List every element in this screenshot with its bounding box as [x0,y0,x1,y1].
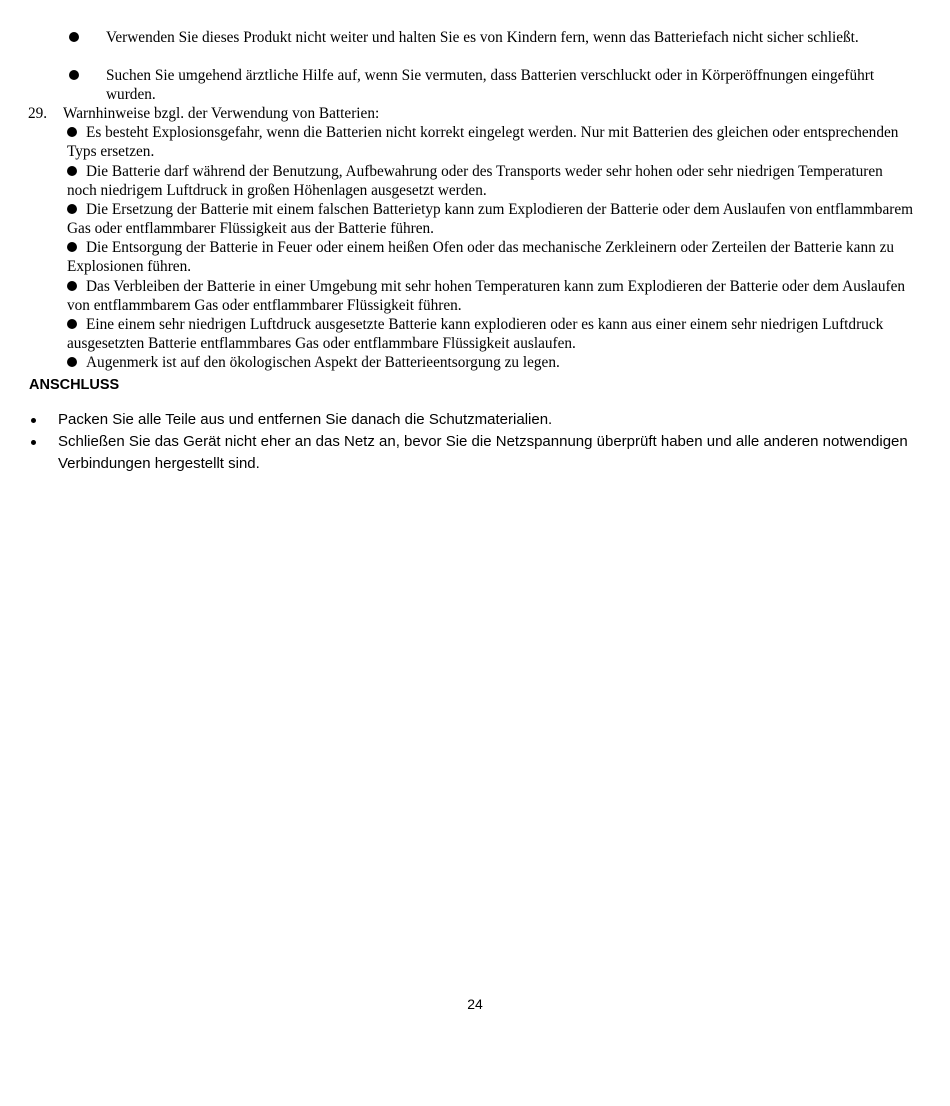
warning-item-text: Das Verbleiben der Batterie in einer Umgebung mit sehr hohen Temperaturen kann zum Explodieren der Batterie oder dem Auslaufen von entflammbarem Gas oder entflammbarer Flüssigkeit führen. [67,278,906,314]
list-item: Verwenden Sie dieses Produkt nicht weiter und halten Sie es von Kindern fern, wenn das Batteriefach nicht sicher schließt. [106,29,859,46]
list-item: Schließen Sie das Gerät nicht eher an das Netz an, bevor Sie die Netzspannung überprüft haben und alle anderen notwendigen Verbindungen hergestellt sind. [58,433,908,472]
page-number: 24 [467,996,483,1012]
bullet-dot-icon [67,357,77,367]
bullet-dot-icon [67,204,77,214]
warning-item-text: Die Entsorgung der Batterie in Feuer oder einem heißen Ofen oder das mechanische Zerkleinern oder Zerteilen der Batterie kann zu Explosionen führen. [67,239,895,275]
warning-item [67,238,915,276]
warning-item [67,353,915,372]
bullet-dot-icon [67,319,77,329]
bullet-dot-icon [31,418,36,423]
bullet-dot-icon [69,32,79,42]
list-item: Suchen Sie umgehend ärztliche Hilfe auf, wenn Sie vermuten, dass Batterien verschluckt oder in Körperöffnungen eingeführt wurden. [106,67,875,103]
warning-item-text: Die Ersetzung der Batterie mit einem falschen Batterietyp kann zum Explodieren der Batterie oder dem Auslaufen von entflammbarem Gas oder entflammbarer Flüssigkeit aus der Batterie führen. [67,201,914,237]
section-number: 29. [28,105,48,122]
warning-item-text: Augenmerk ist auf den ökologischen Aspekt der Batterieentsorgung zu legen. [86,354,560,371]
list-item: Packen Sie alle Teile aus und entfernen Sie danach die Schutzmaterialien. [58,411,553,428]
warning-item [67,123,915,161]
warning-item [67,277,915,315]
warning-item [67,315,915,353]
bullet-dot-icon [67,242,77,252]
warning-item-text: Es besteht Explosionsgefahr, wenn die Batterien nicht korrekt eingelegt werden. Nur mit Batterien des gleichen oder entsprechenden Typs ersetzen. [67,124,899,160]
warning-item [67,200,915,238]
bullet-dot-icon [69,70,79,80]
warning-item [67,162,915,200]
section-title: Warnhinweise bzgl. der Verwendung von Batterien: [63,105,380,122]
bullet-dot-icon [31,440,36,445]
bullet-dot-icon [67,281,77,291]
warning-item-text: Eine einem sehr niedrigen Luftdruck ausgesetzte Batterie kann explodieren oder es kann aus einer einem sehr niedrigen Luftdruck ausgesetzten Batterie entflammbares Gas oder entflammbare Flüssigkeit auslaufen. [67,316,884,352]
bullet-dot-icon [67,127,77,137]
bullet-dot-icon [67,166,77,176]
warning-item-text: Die Batterie darf während der Benutzung, Aufbewahrung oder des Transports weder sehr hohen oder sehr niedrigen Temperaturen noch niedrigem Luftdruck in großen Höhenlagen ausgesetzt werden. [67,163,883,199]
section-heading: ANSCHLUSS [29,377,120,393]
